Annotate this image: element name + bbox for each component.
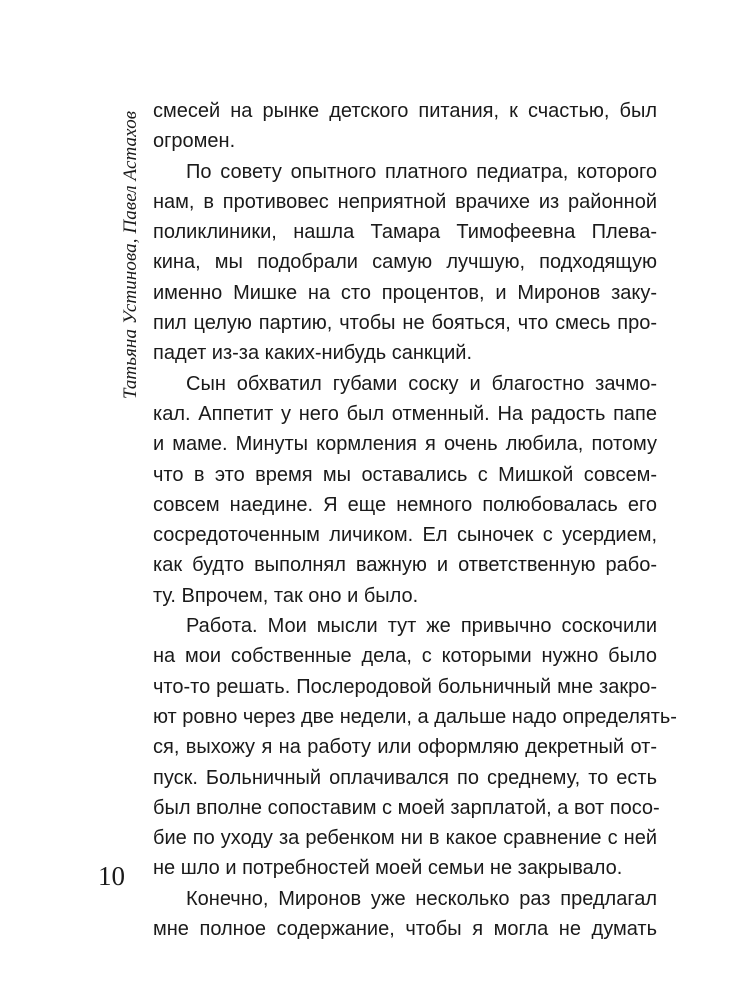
text-line: не шло и потребностей моей семьи не закрывало. bbox=[153, 857, 623, 880]
text-line: бие по уходу за ребенком ни в какое сравнение с ней bbox=[153, 827, 657, 850]
running-head-authors bbox=[113, 96, 149, 414]
text-line: поликлиники, нашла Тамара Тимофеевна Плева- bbox=[153, 221, 657, 244]
text-line: ту. Впрочем, так оно и было. bbox=[153, 584, 419, 607]
text-line: мне полное содержание, чтобы я могла не думать bbox=[153, 918, 657, 941]
text-line: совсем наедине. Я еще немного полюбовалась его bbox=[153, 493, 657, 516]
text-line: нам, в противовес неприятной врачихе из районной bbox=[153, 190, 657, 213]
body-text bbox=[153, 96, 677, 944]
text-line: что в это время мы оставались с Мишкой совсем- bbox=[153, 463, 657, 486]
text-line: смесей на рынке детского питания, к счастью, был bbox=[153, 100, 657, 122]
text-line: пил целую партию, чтобы не бояться, что смесь про- bbox=[153, 312, 657, 335]
text-line: что-то решать. Послеродовой больничный мне закро- bbox=[153, 675, 657, 698]
text-line: Работа. Мои мысли тут же привычно соскочили bbox=[186, 615, 657, 638]
text-line: на мои собственные дела, с которыми нужно было bbox=[153, 645, 657, 668]
running-head-text: Татьяна Устинова, Павел Астахов bbox=[120, 110, 142, 400]
text-line: пуск. Больничный оплачивался по среднему, то есть bbox=[153, 766, 657, 789]
text-line: Сын обхватил губами соску и благостно зачмо- bbox=[186, 372, 657, 395]
text-line: ся, выхожу я на работу или оформляю декретный от- bbox=[153, 736, 657, 759]
text-line: и маме. Минуты кормления я очень любила, потому bbox=[153, 433, 657, 456]
text-line: падет из-за каких-нибудь санкций. bbox=[153, 342, 473, 365]
text-line: как будто выполнял важную и ответственную рабо- bbox=[153, 554, 657, 577]
text-line: ют ровно через две недели, а дальше надо определять- bbox=[153, 705, 677, 728]
text-line: именно Мишке на сто процентов, и Миронов заку- bbox=[153, 281, 657, 304]
text-line: был вполне сопоставим с моей зарплатой, а вот посо- bbox=[153, 796, 660, 819]
page-number: 10 bbox=[98, 861, 125, 891]
text-line: Конечно, Миронов уже несколько раз предлагал bbox=[186, 887, 657, 910]
text-line: огромен. bbox=[153, 130, 236, 153]
text-line: По совету опытного платного педиатра, которого bbox=[186, 160, 657, 183]
text-line: сосредоточенным личиком. Ел сыночек с усердием, bbox=[153, 524, 657, 547]
text-line: кина, мы подобрали самую лучшую, подходящую bbox=[153, 251, 657, 274]
text-line: кал. Аппетит у него был отменный. На радость папе bbox=[153, 402, 657, 425]
